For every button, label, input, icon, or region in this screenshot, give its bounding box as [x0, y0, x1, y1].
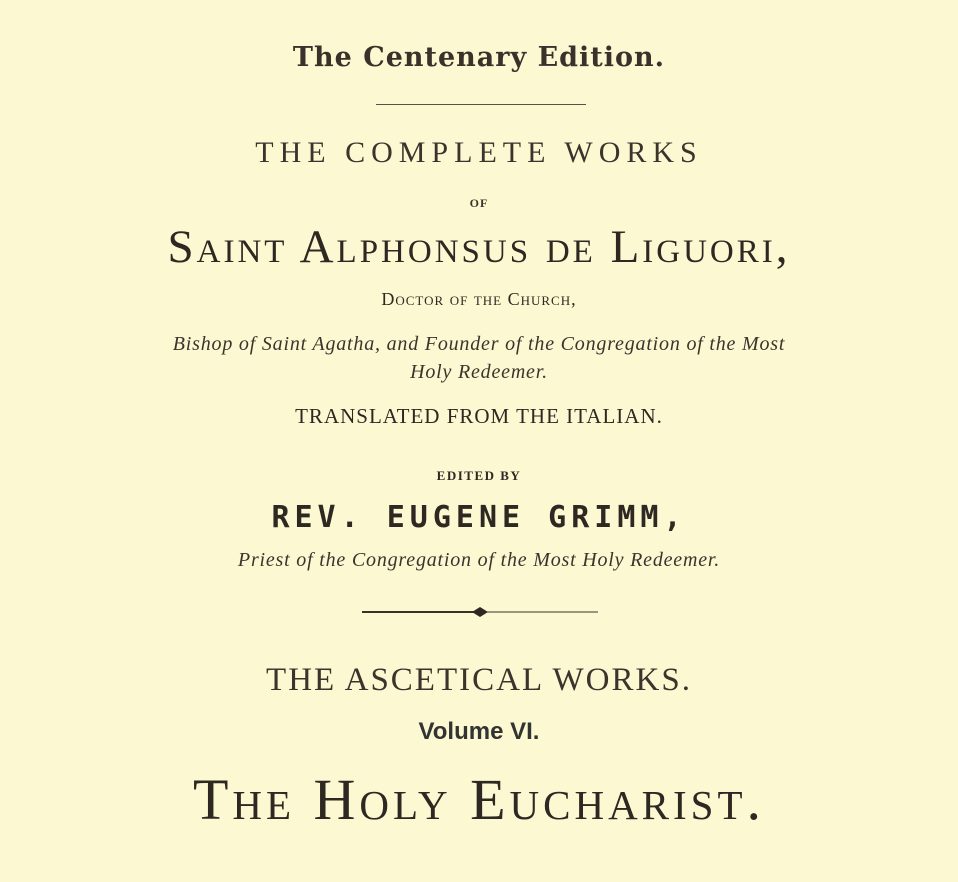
edition-heading: The Centenary Edition.: [292, 42, 666, 73]
edited-by-label: EDITED BY: [436, 468, 522, 483]
of-label: OF: [469, 196, 489, 210]
volume-number: Volume VI.: [418, 718, 540, 745]
author-role-line2: Holy Redeemer.: [410, 361, 548, 383]
editor-role: Priest of the Congregation of the Most Holy Redeemer.: [237, 549, 721, 571]
author-name: Saint Alphonsus de Liguori,: [167, 221, 791, 273]
ornament-divider-icon: [362, 604, 598, 620]
divider-rule: [376, 104, 586, 105]
works-title: THE COMPLETE WORKS: [255, 136, 703, 169]
author-role-line1: Bishop of Saint Agatha, and Founder of the Congregation of the Most: [172, 333, 786, 355]
series-title: THE ASCETICAL WORKS.: [266, 662, 692, 698]
author-title: Doctor of the Church,: [381, 289, 577, 309]
translated-note: TRANSLATED FROM THE ITALIAN.: [295, 404, 663, 428]
editor-name: REV. EUGENE GRIMM,: [271, 500, 687, 535]
volume-title: The Holy Eucharist.: [192, 767, 766, 832]
